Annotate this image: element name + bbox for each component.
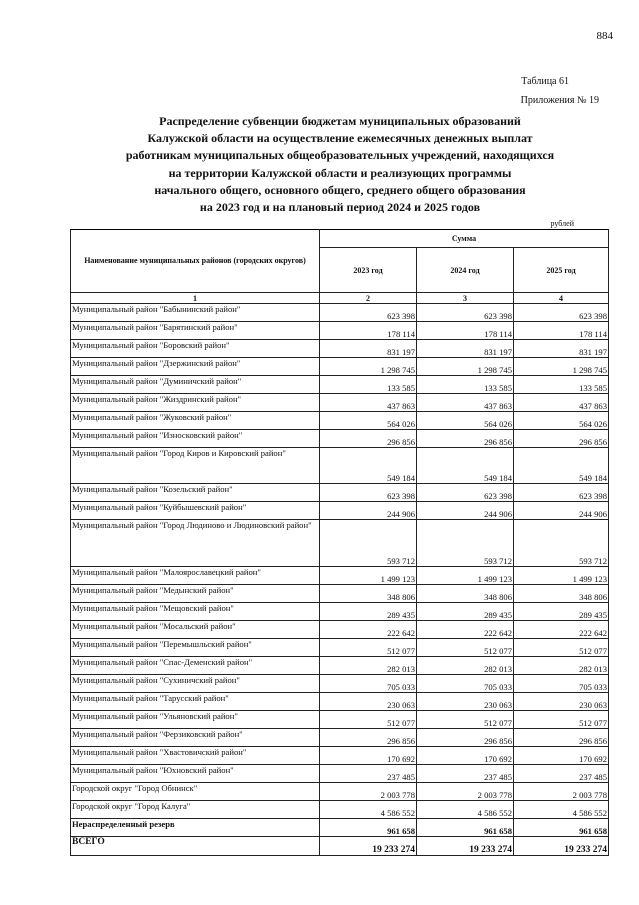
value-2023-cell: 564 026 bbox=[320, 412, 417, 430]
district-name-cell: Городской округ "Город Калуга" bbox=[71, 801, 320, 819]
table-row bbox=[71, 603, 609, 621]
value-2025-cell: 961 658 bbox=[514, 819, 609, 837]
district-name-cell: Муниципальный район "Малоярославецкий район" bbox=[71, 567, 320, 585]
table-row bbox=[71, 448, 609, 484]
value-2025-cell: 289 435 bbox=[514, 603, 609, 621]
district-name-cell: Городской округ "Город Обнинск" bbox=[71, 783, 320, 801]
table-row bbox=[71, 747, 609, 765]
value-2025-cell: 296 856 bbox=[514, 430, 609, 448]
table-row bbox=[71, 729, 609, 747]
value-2025-cell: 564 026 bbox=[514, 412, 609, 430]
value-2023-cell: 170 692 bbox=[320, 747, 417, 765]
value-2024-cell: 222 642 bbox=[417, 621, 514, 639]
value-2025-cell: 237 485 bbox=[514, 765, 609, 783]
value-2024-cell: 512 077 bbox=[417, 639, 514, 657]
district-name-cell: Муниципальный район "Износковский район" bbox=[71, 430, 320, 448]
value-2023-cell: 348 806 bbox=[320, 585, 417, 603]
table-row bbox=[71, 376, 609, 394]
title-line: Распределение субвенции бюджетам муниципальных образований bbox=[159, 114, 521, 128]
table-row bbox=[71, 502, 609, 520]
value-2023-cell: 831 197 bbox=[320, 340, 417, 358]
value-2025-cell: 244 906 bbox=[514, 502, 609, 520]
value-2025-cell: 705 033 bbox=[514, 675, 609, 693]
units-label: рублей bbox=[550, 219, 574, 228]
value-2025-cell: 4 586 552 bbox=[514, 801, 609, 819]
appendix-label: Приложения № 19 bbox=[520, 95, 599, 106]
value-2024-cell: 296 856 bbox=[417, 430, 514, 448]
district-name-cell: Муниципальный район "Ферзиковский район" bbox=[71, 729, 320, 747]
value-2024-cell: 230 063 bbox=[417, 693, 514, 711]
title-line: начального общего, основного общего, среднего общего образования bbox=[154, 182, 526, 197]
district-name-cell: Муниципальный район "Спас-Деменский район" bbox=[71, 657, 320, 675]
title-line: Калужской области на осуществление ежемесячных денежных выплат bbox=[147, 131, 533, 146]
district-name-cell: Муниципальный район "Хвастовичский район" bbox=[71, 747, 320, 765]
value-2025-cell: 170 692 bbox=[514, 747, 609, 765]
value-2024-cell: 593 712 bbox=[417, 520, 514, 567]
value-2023-cell: 1 499 123 bbox=[320, 567, 417, 585]
value-2024-cell: 133 585 bbox=[417, 376, 514, 394]
table-row bbox=[71, 801, 609, 819]
district-name-cell: Нераспределенный резерв bbox=[71, 819, 320, 837]
value-2024-cell: 512 077 bbox=[417, 711, 514, 729]
document-title bbox=[60, 113, 620, 216]
value-2023-cell: 296 856 bbox=[320, 430, 417, 448]
district-name-cell: Муниципальный район "Боровский район" bbox=[71, 340, 320, 358]
value-2024-cell: 296 856 bbox=[417, 729, 514, 747]
district-name-cell: Муниципальный район "Барятинский район" bbox=[71, 322, 320, 340]
value-2024-cell: 564 026 bbox=[417, 412, 514, 430]
title-line: на 2023 год и на плановый период 2024 и 2025 годов bbox=[199, 200, 481, 215]
table-row bbox=[71, 340, 609, 358]
table-row bbox=[71, 412, 609, 430]
table-row bbox=[71, 394, 609, 412]
value-2024-cell: 282 013 bbox=[417, 657, 514, 675]
value-2024-cell: 2 003 778 bbox=[417, 783, 514, 801]
district-name-cell: ВСЕГО bbox=[71, 837, 320, 856]
table-number: Таблица 61 bbox=[521, 76, 569, 87]
value-2025-cell: 1 499 123 bbox=[514, 567, 609, 585]
table-row bbox=[71, 621, 609, 639]
value-2025-cell: 133 585 bbox=[514, 376, 609, 394]
value-2023-cell: 705 033 bbox=[320, 675, 417, 693]
value-2023-cell: 230 063 bbox=[320, 693, 417, 711]
title-line: на территории Калужской области и реализующих программы bbox=[168, 165, 512, 180]
value-2023-cell: 437 863 bbox=[320, 394, 417, 412]
value-2023-cell: 296 856 bbox=[320, 729, 417, 747]
header-year-2025: 2025 год bbox=[514, 248, 609, 293]
value-2024-cell: 170 692 bbox=[417, 747, 514, 765]
district-name-cell: Муниципальный район "Дзержинский район" bbox=[71, 358, 320, 376]
value-2023-cell: 593 712 bbox=[320, 520, 417, 567]
table-row bbox=[71, 304, 609, 322]
table-row bbox=[71, 657, 609, 675]
table-row bbox=[71, 765, 609, 783]
table-row bbox=[71, 484, 609, 502]
value-2023-cell: 282 013 bbox=[320, 657, 417, 675]
value-2025-cell: 623 398 bbox=[514, 484, 609, 502]
value-2023-cell: 2 003 778 bbox=[320, 783, 417, 801]
district-name-cell: Муниципальный район "Город Киров и Кировский район" bbox=[71, 448, 320, 484]
value-2025-cell: 296 856 bbox=[514, 729, 609, 747]
title-line: работникам муниципальных общеобразовательных учреждений, находящихся bbox=[125, 148, 555, 163]
district-name-cell: Муниципальный район "Думиничский район" bbox=[71, 376, 320, 394]
value-2024-cell: 178 114 bbox=[417, 322, 514, 340]
value-2023-cell: 623 398 bbox=[320, 304, 417, 322]
total-row bbox=[71, 837, 609, 856]
header-year-2024: 2024 год bbox=[417, 248, 514, 293]
value-2025-cell: 512 077 bbox=[514, 711, 609, 729]
value-2025-cell: 348 806 bbox=[514, 585, 609, 603]
page-number: 884 bbox=[596, 30, 613, 42]
value-2024-cell: 623 398 bbox=[417, 304, 514, 322]
district-name-cell: Муниципальный район "Медынский район" bbox=[71, 585, 320, 603]
district-name-cell: Муниципальный район "Куйбышевский район" bbox=[71, 502, 320, 520]
value-2024-cell: 19 233 274 bbox=[417, 837, 514, 856]
district-name-cell: Муниципальный район "Юхновский район" bbox=[71, 765, 320, 783]
value-2025-cell: 2 003 778 bbox=[514, 783, 609, 801]
value-2024-cell: 705 033 bbox=[417, 675, 514, 693]
value-2025-cell: 1 298 745 bbox=[514, 358, 609, 376]
value-2024-cell: 4 586 552 bbox=[417, 801, 514, 819]
district-name-cell: Муниципальный район "Мосальский район" bbox=[71, 621, 320, 639]
table-body bbox=[71, 230, 609, 856]
value-2023-cell: 512 077 bbox=[320, 711, 417, 729]
table-row bbox=[71, 430, 609, 448]
value-2024-cell: 831 197 bbox=[417, 340, 514, 358]
value-2024-cell: 623 398 bbox=[417, 484, 514, 502]
district-name-cell: Муниципальный район "Сухиничский район" bbox=[71, 675, 320, 693]
value-2025-cell: 549 184 bbox=[514, 448, 609, 484]
column-number: 3 bbox=[417, 293, 514, 304]
value-2024-cell: 437 863 bbox=[417, 394, 514, 412]
table-row bbox=[71, 322, 609, 340]
value-2023-cell: 244 906 bbox=[320, 502, 417, 520]
district-name-cell: Муниципальный район "Бабынинский район" bbox=[71, 304, 320, 322]
table-row bbox=[71, 711, 609, 729]
value-2025-cell: 831 197 bbox=[514, 340, 609, 358]
value-2023-cell: 289 435 bbox=[320, 603, 417, 621]
table-row bbox=[71, 567, 609, 585]
value-2023-cell: 512 077 bbox=[320, 639, 417, 657]
table-row bbox=[71, 783, 609, 801]
value-2025-cell: 623 398 bbox=[514, 304, 609, 322]
value-2025-cell: 230 063 bbox=[514, 693, 609, 711]
district-name-cell: Муниципальный район "Город Людиново и Людиновский район" bbox=[71, 520, 320, 567]
value-2023-cell: 4 586 552 bbox=[320, 801, 417, 819]
subvention-table bbox=[70, 229, 609, 856]
header-name-cell: Наименование муниципальных районов (городских округов) bbox=[71, 230, 320, 293]
table-row bbox=[71, 520, 609, 567]
district-name-cell: Муниципальный район "Жуковский район" bbox=[71, 412, 320, 430]
table-row bbox=[71, 675, 609, 693]
value-2023-cell: 623 398 bbox=[320, 484, 417, 502]
value-2024-cell: 348 806 bbox=[417, 585, 514, 603]
district-name-cell: Муниципальный район "Тарусский район" bbox=[71, 693, 320, 711]
value-2023-cell: 178 114 bbox=[320, 322, 417, 340]
value-2023-cell: 549 184 bbox=[320, 448, 417, 484]
district-name-cell: Муниципальный район "Ульяновский район" bbox=[71, 711, 320, 729]
column-number: 2 bbox=[320, 293, 417, 304]
value-2025-cell: 178 114 bbox=[514, 322, 609, 340]
value-2023-cell: 222 642 bbox=[320, 621, 417, 639]
value-2023-cell: 1 298 745 bbox=[320, 358, 417, 376]
value-2024-cell: 237 485 bbox=[417, 765, 514, 783]
value-2025-cell: 437 863 bbox=[514, 394, 609, 412]
value-2023-cell: 961 658 bbox=[320, 819, 417, 837]
table-row bbox=[71, 693, 609, 711]
value-2024-cell: 244 906 bbox=[417, 502, 514, 520]
district-name-cell: Муниципальный район "Козельский район" bbox=[71, 484, 320, 502]
value-2025-cell: 222 642 bbox=[514, 621, 609, 639]
table-row bbox=[71, 585, 609, 603]
value-2025-cell: 593 712 bbox=[514, 520, 609, 567]
value-2024-cell: 961 658 bbox=[417, 819, 514, 837]
value-2024-cell: 1 499 123 bbox=[417, 567, 514, 585]
value-2023-cell: 19 233 274 bbox=[320, 837, 417, 856]
district-name-cell: Муниципальный район "Жиздринский район" bbox=[71, 394, 320, 412]
district-name-cell: Муниципальный район "Мещовский район" bbox=[71, 603, 320, 621]
table-row bbox=[71, 639, 609, 657]
value-2023-cell: 237 485 bbox=[320, 765, 417, 783]
value-2025-cell: 19 233 274 bbox=[514, 837, 609, 856]
header-sum-cell: Сумма bbox=[320, 230, 609, 248]
value-2025-cell: 282 013 bbox=[514, 657, 609, 675]
value-2023-cell: 133 585 bbox=[320, 376, 417, 394]
table-row bbox=[71, 358, 609, 376]
column-number: 4 bbox=[514, 293, 609, 304]
value-2024-cell: 289 435 bbox=[417, 603, 514, 621]
value-2025-cell: 512 077 bbox=[514, 639, 609, 657]
value-2024-cell: 1 298 745 bbox=[417, 358, 514, 376]
district-name-cell: Муниципальный район "Перемышльский район" bbox=[71, 639, 320, 657]
reserve-row bbox=[71, 819, 609, 837]
column-number: 1 bbox=[71, 293, 320, 304]
header-year-2023: 2023 год bbox=[320, 248, 417, 293]
value-2024-cell: 549 184 bbox=[417, 448, 514, 484]
